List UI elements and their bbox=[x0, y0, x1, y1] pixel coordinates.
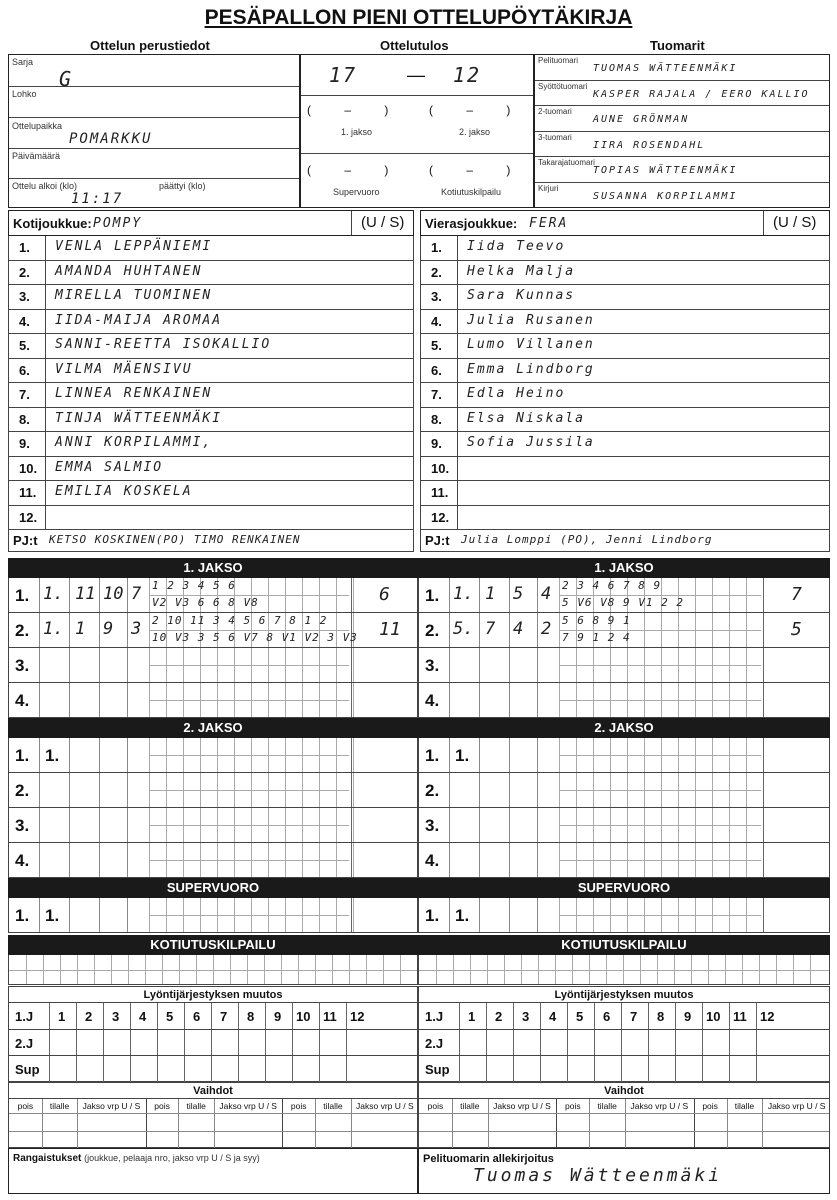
inning-entry[interactable]: 1. bbox=[453, 584, 474, 604]
inning-entry[interactable]: 1. bbox=[43, 584, 64, 604]
inning-entry[interactable]: 9 bbox=[103, 619, 114, 639]
away-score[interactable]: 12 bbox=[453, 63, 482, 87]
away-team-name[interactable]: FERA bbox=[529, 216, 569, 231]
player-name[interactable]: VENLA LEPPÄNIEMI bbox=[55, 239, 213, 254]
roster-row bbox=[8, 383, 414, 408]
inning-entry[interactable]: 7 bbox=[131, 584, 142, 604]
inning-entry[interactable]: 4 bbox=[513, 619, 524, 639]
inning-row bbox=[8, 808, 418, 843]
page-title: PESÄPALLON PIENI OTTELUPÖYTÄKIRJA bbox=[204, 6, 633, 29]
inning-sub-number: 1. bbox=[455, 746, 470, 765]
runs-top[interactable]: 2 10 11 3 4 5 6 7 8 1 2 bbox=[152, 614, 328, 627]
player-number: 5. bbox=[431, 338, 442, 353]
batting-slot-number: 1 bbox=[58, 1009, 66, 1024]
super-paren: ( – ) bbox=[307, 163, 389, 177]
player-number: 4. bbox=[19, 313, 30, 329]
player-name[interactable]: TINJA WÄTTEENMÄKI bbox=[55, 410, 223, 426]
roster-row bbox=[8, 236, 414, 261]
player-number: 7. bbox=[431, 387, 442, 402]
roster-row bbox=[8, 310, 414, 335]
inning-entry[interactable]: 2 bbox=[541, 619, 552, 639]
roster-row bbox=[8, 334, 414, 359]
kotiutus-bar-home: KOTIUTUSKILPAILU bbox=[8, 935, 418, 955]
roster-row bbox=[8, 285, 414, 310]
period1-paren: ( – ) bbox=[307, 103, 389, 117]
inning-number: 2. bbox=[425, 621, 440, 640]
inning-row bbox=[418, 683, 830, 718]
referee-role-label: Pelituomari bbox=[538, 56, 579, 65]
batting-slot-number: 3 bbox=[112, 1009, 120, 1024]
batting-order-row-label: 2.J bbox=[15, 1035, 34, 1051]
period1-bar-home: 1. JAKSO bbox=[8, 558, 418, 578]
roster-row bbox=[420, 310, 830, 335]
player-number: 6. bbox=[19, 362, 30, 378]
roster-row bbox=[8, 408, 414, 433]
batting-slot-number: 2 bbox=[85, 1009, 93, 1024]
substitution-col-label: pois bbox=[565, 1101, 581, 1111]
batting-order-row bbox=[9, 1030, 417, 1057]
player-number: 10. bbox=[431, 460, 450, 476]
referees-box bbox=[534, 54, 830, 208]
start-value[interactable]: 11:17 bbox=[71, 191, 124, 207]
inning-total[interactable]: 5 bbox=[791, 619, 802, 640]
inning-entry[interactable]: 5 bbox=[513, 584, 524, 604]
batting-slot-number: 10 bbox=[706, 1009, 721, 1024]
inning-entry[interactable]: 1. bbox=[43, 619, 64, 639]
runs-bottom[interactable]: 7 9 1 2 4 bbox=[562, 631, 631, 644]
player-number: 12. bbox=[431, 509, 450, 525]
batting-slot-number: 6 bbox=[193, 1009, 201, 1024]
inning-entry[interactable]: 4 bbox=[541, 584, 552, 604]
period2-paren: ( – ) bbox=[429, 103, 511, 117]
batting-order-row-label: 1.J bbox=[15, 1009, 34, 1024]
roster-row bbox=[420, 261, 830, 286]
player-name[interactable]: VILMA MÄENSIVU bbox=[55, 361, 193, 377]
player-name[interactable]: Sara Kunnas bbox=[467, 288, 576, 303]
player-name[interactable]: EMMA SALMIO bbox=[55, 459, 164, 475]
roster-row bbox=[420, 506, 830, 531]
batting-slot-number: 3 bbox=[522, 1009, 530, 1024]
inning-number: 4. bbox=[15, 851, 30, 870]
batting-order-title: Lyöntijärjestyksen muutos bbox=[9, 987, 417, 1003]
referee-name[interactable]: AUNE GRÖNMAN bbox=[593, 114, 690, 125]
batting-slot-number: 5 bbox=[166, 1009, 174, 1024]
roster-row bbox=[420, 408, 830, 433]
substitution-col-label: tilalle bbox=[186, 1101, 206, 1111]
inning-row bbox=[8, 648, 418, 683]
sarja-label: Sarja bbox=[12, 57, 34, 67]
header-referees: Tuomarit bbox=[650, 38, 705, 53]
referee-role-label: Syöttötuomari bbox=[538, 81, 588, 91]
inning-number: 1. bbox=[425, 746, 440, 765]
batting-slot-number: 8 bbox=[247, 1009, 255, 1024]
referee-name[interactable]: IIRA ROSENDAHL bbox=[593, 139, 706, 151]
signature-value[interactable]: Tuomas Wätteenmäki bbox=[473, 1165, 723, 1186]
referee-row bbox=[535, 157, 829, 183]
referee-row bbox=[535, 81, 829, 107]
batting-slot-number: 4 bbox=[549, 1009, 557, 1024]
inning-total[interactable]: 11 bbox=[379, 619, 401, 640]
inning-row bbox=[8, 578, 418, 613]
batting-order-changes bbox=[8, 986, 418, 1082]
substitution-col-label: tilalle bbox=[597, 1101, 617, 1111]
home-team-header bbox=[8, 210, 414, 236]
pj-value[interactable]: KETSO KOSKINEN(PO) TIMO RENKAINEN bbox=[49, 533, 301, 546]
inning-sub-number: 1. bbox=[45, 746, 60, 765]
roster-row bbox=[8, 261, 414, 286]
inning-row bbox=[418, 898, 830, 933]
referee-row bbox=[535, 55, 829, 81]
runs-bottom[interactable]: 10 V3 3 5 6 V7 8 V1 V2 3 V3 bbox=[152, 631, 358, 644]
period2-bar-away: 2. JAKSO bbox=[418, 718, 830, 738]
player-number: 1. bbox=[19, 240, 30, 255]
pj-label: PJ:t bbox=[13, 533, 38, 548]
player-number: 10. bbox=[19, 460, 38, 476]
inning-number: 2. bbox=[425, 781, 440, 800]
roster-row bbox=[8, 432, 414, 457]
batting-order-row-label: 2.J bbox=[425, 1035, 444, 1051]
player-name[interactable]: LINNEA RENKAINEN bbox=[55, 386, 213, 401]
player-name[interactable]: Julia Rusanen bbox=[467, 312, 595, 328]
substitution-col-label: tilalle bbox=[323, 1101, 343, 1111]
kotiutus-bar-away: KOTIUTUSKILPAILU bbox=[418, 935, 830, 955]
result-box bbox=[300, 54, 534, 208]
player-name[interactable]: ANNI KORPILAMMI, bbox=[55, 435, 213, 450]
substitution-col-label: pois bbox=[427, 1101, 444, 1111]
batting-order-row-label: 1.J bbox=[425, 1009, 444, 1024]
date-label: Päivämäärä bbox=[12, 151, 61, 161]
kotiutus-grid[interactable] bbox=[8, 955, 418, 985]
inning-entry[interactable]: 5. bbox=[453, 619, 474, 639]
player-number: 3. bbox=[19, 289, 30, 304]
inning-number: 2. bbox=[15, 781, 30, 800]
runs-top[interactable]: 1 2 3 4 5 6 bbox=[152, 579, 236, 592]
inning-number: 1. bbox=[15, 746, 30, 765]
header-basic: Ottelun perustiedot bbox=[90, 38, 210, 53]
pj-value[interactable]: Julia Lomppi (PO), Jenni Lindborg bbox=[461, 533, 713, 546]
referee-name[interactable]: TOPIAS WÄTTEENMÄKI bbox=[593, 165, 738, 176]
player-name[interactable]: Lumo Villanen bbox=[467, 337, 595, 352]
batting-order-row bbox=[419, 1030, 829, 1057]
roster-row bbox=[8, 506, 414, 531]
roster-row bbox=[420, 457, 830, 482]
player-number: 12. bbox=[19, 509, 38, 525]
sarja-value[interactable]: G bbox=[59, 67, 74, 91]
inning-number: 4. bbox=[15, 691, 30, 710]
penalties-box bbox=[8, 1148, 418, 1194]
substitution-col-label: tilalle bbox=[49, 1101, 70, 1111]
away-team-label: Vierasjoukkue: bbox=[425, 216, 518, 231]
inning-row bbox=[418, 648, 830, 683]
referee-name[interactable]: KASPER RAJALA / EERO KALLIO bbox=[593, 88, 810, 100]
inning-total[interactable]: 6 bbox=[379, 584, 390, 605]
batting-slot-number: 7 bbox=[630, 1009, 638, 1024]
batting-slot-number: 10 bbox=[296, 1009, 311, 1024]
inning-number: 2. bbox=[15, 621, 30, 640]
runs-top[interactable]: 2 3 4 6 7 8 9 bbox=[562, 579, 662, 592]
batting-slot-number: 12 bbox=[760, 1009, 775, 1024]
roster-row bbox=[420, 432, 830, 457]
batting-slot-number: 9 bbox=[684, 1009, 692, 1024]
batting-order-row-label: Sup bbox=[425, 1062, 450, 1077]
inning-number: 3. bbox=[15, 816, 30, 835]
substitution-col-label: tilalle bbox=[460, 1101, 480, 1111]
home-score[interactable]: 17 bbox=[329, 63, 358, 87]
batting-order-row bbox=[9, 1003, 417, 1030]
inning-row bbox=[418, 773, 830, 808]
referee-role-label: Kirjuri bbox=[538, 183, 559, 193]
batting-slot-number: 9 bbox=[274, 1009, 282, 1024]
inning-entry[interactable]: 11 bbox=[75, 584, 96, 604]
player-number: 8. bbox=[19, 411, 30, 427]
player-number: 2. bbox=[431, 264, 442, 280]
batting-order-row-label: Sup bbox=[15, 1062, 40, 1077]
substitution-col-label: pois bbox=[154, 1101, 170, 1111]
period2-label: 2. jakso bbox=[459, 127, 491, 137]
inning-entry[interactable]: 1 bbox=[75, 619, 86, 639]
inning-number: 4. bbox=[425, 851, 440, 870]
substitution-col-label: pois bbox=[17, 1101, 34, 1111]
player-number: 6. bbox=[431, 362, 442, 378]
inning-entry[interactable]: 7 bbox=[485, 619, 496, 639]
substitutions bbox=[418, 1082, 830, 1148]
inning-number: 3. bbox=[15, 656, 30, 675]
inning-number: 1. bbox=[15, 906, 30, 925]
batting-slot-number: 1 bbox=[468, 1009, 476, 1024]
runs-bottom[interactable]: 5 V6 V8 9 V1 2 2 bbox=[562, 596, 684, 609]
inning-row bbox=[8, 613, 418, 648]
home-team-name[interactable]: POMPY bbox=[93, 216, 143, 231]
roster-row bbox=[8, 481, 414, 506]
lohko-label: Lohko bbox=[12, 89, 37, 99]
kotiutus-paren: ( – ) bbox=[429, 163, 511, 177]
player-number: 9. bbox=[19, 436, 30, 451]
player-number: 7. bbox=[19, 387, 30, 402]
period1-label: 1. jakso bbox=[341, 127, 373, 137]
period1-bar-away: 1. JAKSO bbox=[418, 558, 830, 578]
runs-bottom[interactable]: V2 V3 6 6 8 V8 bbox=[152, 596, 259, 609]
substitution-col-label: tilalle bbox=[734, 1101, 755, 1111]
referee-row bbox=[535, 106, 829, 132]
inning-row bbox=[418, 808, 830, 843]
basic-info-box bbox=[8, 54, 300, 208]
substitution-col-label: Jakso vrp U / S bbox=[630, 1101, 689, 1111]
pj-label: PJ:t bbox=[425, 533, 450, 548]
end-label: päättyi (klo) bbox=[159, 181, 206, 191]
signature-label: Pelituomarin allekirjoitus bbox=[423, 1153, 554, 1165]
inning-row bbox=[8, 683, 418, 718]
inning-number: 1. bbox=[425, 906, 440, 925]
player-number: 2. bbox=[19, 264, 30, 280]
batting-slot-number: 7 bbox=[220, 1009, 228, 1024]
inning-row bbox=[8, 738, 418, 773]
home-team-label: Kotijoukkue: bbox=[13, 216, 92, 231]
player-name[interactable]: SANNI-REETTA ISOKALLIO bbox=[55, 337, 272, 352]
player-number: 1. bbox=[431, 240, 442, 255]
inning-number: 3. bbox=[425, 816, 440, 835]
roster-row bbox=[420, 334, 830, 359]
player-name[interactable]: Emma Lindborg bbox=[467, 361, 595, 377]
player-name[interactable]: AMANDA HUHTANEN bbox=[55, 263, 203, 279]
inning-number: 4. bbox=[425, 691, 440, 710]
player-name[interactable]: MIRELLA TUOMINEN bbox=[55, 288, 213, 303]
substitutions-title: Vaihdot bbox=[419, 1083, 829, 1099]
referee-name[interactable]: SUSANNA KORPILAMMI bbox=[593, 190, 738, 202]
batting-slot-number: 11 bbox=[323, 1009, 337, 1024]
super-bar-home: SUPERVUORO bbox=[8, 878, 418, 898]
kotiutus-label: Kotiutuskilpailu bbox=[441, 187, 502, 197]
home-us-label: (U / S) bbox=[361, 214, 405, 231]
batting-order-row bbox=[9, 1056, 417, 1083]
penalties-label: Rangaistukset bbox=[13, 1153, 82, 1164]
roster-row bbox=[8, 457, 414, 482]
inning-row bbox=[418, 843, 830, 878]
super-label: Supervuoro bbox=[333, 187, 380, 197]
batting-order-title: Lyöntijärjestyksen muutos bbox=[419, 987, 829, 1003]
inning-row bbox=[418, 613, 830, 648]
player-number: 11. bbox=[19, 485, 37, 500]
substitution-col-label: Jakso vrp U / S bbox=[493, 1101, 551, 1111]
signature-box bbox=[418, 1148, 830, 1194]
away-us-label: (U / S) bbox=[773, 214, 817, 231]
referee-row bbox=[535, 132, 829, 158]
inning-number: 1. bbox=[425, 586, 440, 605]
batting-slot-number: 2 bbox=[495, 1009, 503, 1024]
start-label: Ottelu alkoi (klo) bbox=[12, 181, 78, 191]
score-dash: — bbox=[407, 65, 425, 85]
inning-total[interactable]: 7 bbox=[791, 584, 802, 605]
team-pj-row bbox=[420, 530, 830, 552]
inning-entry[interactable]: 1 bbox=[485, 584, 496, 604]
substitutions bbox=[8, 1082, 418, 1148]
player-number: 11. bbox=[431, 485, 449, 500]
player-number: 5. bbox=[19, 338, 30, 353]
roster-row bbox=[420, 481, 830, 506]
player-name[interactable]: Edla Heino bbox=[467, 386, 566, 401]
super-bar-away: SUPERVUORO bbox=[418, 878, 830, 898]
inning-row bbox=[8, 898, 418, 933]
substitution-col-label: Jakso vrp U / S bbox=[82, 1101, 141, 1111]
roster-row bbox=[420, 383, 830, 408]
inning-number: 1. bbox=[15, 586, 30, 605]
batting-slot-number: 5 bbox=[576, 1009, 584, 1024]
roster-row bbox=[8, 359, 414, 384]
referee-name[interactable]: TUOMAS WÄTTEENMÄKI bbox=[593, 63, 738, 74]
player-name[interactable]: IIDA-MAIJA AROMAA bbox=[55, 312, 223, 328]
inning-row bbox=[8, 843, 418, 878]
player-number: 3. bbox=[431, 289, 442, 304]
place-value[interactable]: POMARKKU bbox=[69, 131, 153, 147]
substitution-col-label: pois bbox=[290, 1101, 307, 1111]
substitution-col-label: Jakso vrp U / S bbox=[219, 1101, 277, 1111]
roster-row bbox=[420, 285, 830, 310]
place-label: Ottelupaikka bbox=[12, 121, 63, 131]
player-name[interactable]: Elsa Niskala bbox=[467, 410, 585, 426]
referee-role-label: Takarajatuomari bbox=[538, 158, 595, 167]
roster-row bbox=[420, 359, 830, 384]
inning-sub-number: 1. bbox=[45, 906, 60, 925]
referee-role-label: 3-tuomari bbox=[538, 132, 572, 142]
substitution-col-label: Jakso vrp U / S bbox=[767, 1101, 826, 1111]
player-number: 4. bbox=[431, 313, 442, 329]
player-name[interactable]: Helka Malja bbox=[467, 263, 576, 279]
runs-top[interactable]: 5 6 8 9 1 bbox=[562, 614, 631, 627]
header-result: Ottelutulos bbox=[380, 38, 449, 53]
referee-role-label: 2-tuomari bbox=[538, 107, 572, 116]
away-team-header bbox=[420, 210, 830, 236]
batting-slot-number: 6 bbox=[603, 1009, 611, 1024]
player-name[interactable]: EMILIA KOSKELA bbox=[55, 484, 193, 499]
penalties-note: (joukkue, pelaaja nro, jakso vrp U / S ja syy) bbox=[84, 1153, 260, 1163]
batting-order-changes bbox=[418, 986, 830, 1082]
substitution-col-label: pois bbox=[702, 1101, 718, 1111]
inning-sub-number: 1. bbox=[455, 906, 470, 925]
batting-slot-number: 11 bbox=[733, 1009, 747, 1024]
player-name[interactable]: Iida Teevo bbox=[467, 239, 566, 254]
inning-row bbox=[8, 773, 418, 808]
inning-row bbox=[418, 738, 830, 773]
player-number: 8. bbox=[431, 411, 442, 427]
period2-bar-home: 2. JAKSO bbox=[8, 718, 418, 738]
batting-slot-number: 8 bbox=[657, 1009, 665, 1024]
inning-entry[interactable]: 10 bbox=[103, 584, 124, 604]
referee-row bbox=[535, 183, 829, 209]
inning-row bbox=[418, 578, 830, 613]
substitutions-title: Vaihdot bbox=[9, 1083, 417, 1099]
team-pj-row bbox=[8, 530, 414, 552]
player-number: 9. bbox=[431, 436, 442, 451]
roster-row bbox=[420, 236, 830, 261]
substitution-col-label: Jakso vrp U / S bbox=[356, 1101, 414, 1111]
player-name[interactable]: Sofia Jussila bbox=[467, 435, 595, 450]
inning-entry[interactable]: 3 bbox=[131, 619, 142, 639]
batting-order-row bbox=[419, 1003, 829, 1030]
batting-order-row bbox=[419, 1056, 829, 1083]
batting-slot-number: 12 bbox=[350, 1009, 365, 1024]
inning-number: 3. bbox=[425, 656, 440, 675]
kotiutus-grid[interactable] bbox=[418, 955, 830, 985]
batting-slot-number: 4 bbox=[139, 1009, 147, 1024]
